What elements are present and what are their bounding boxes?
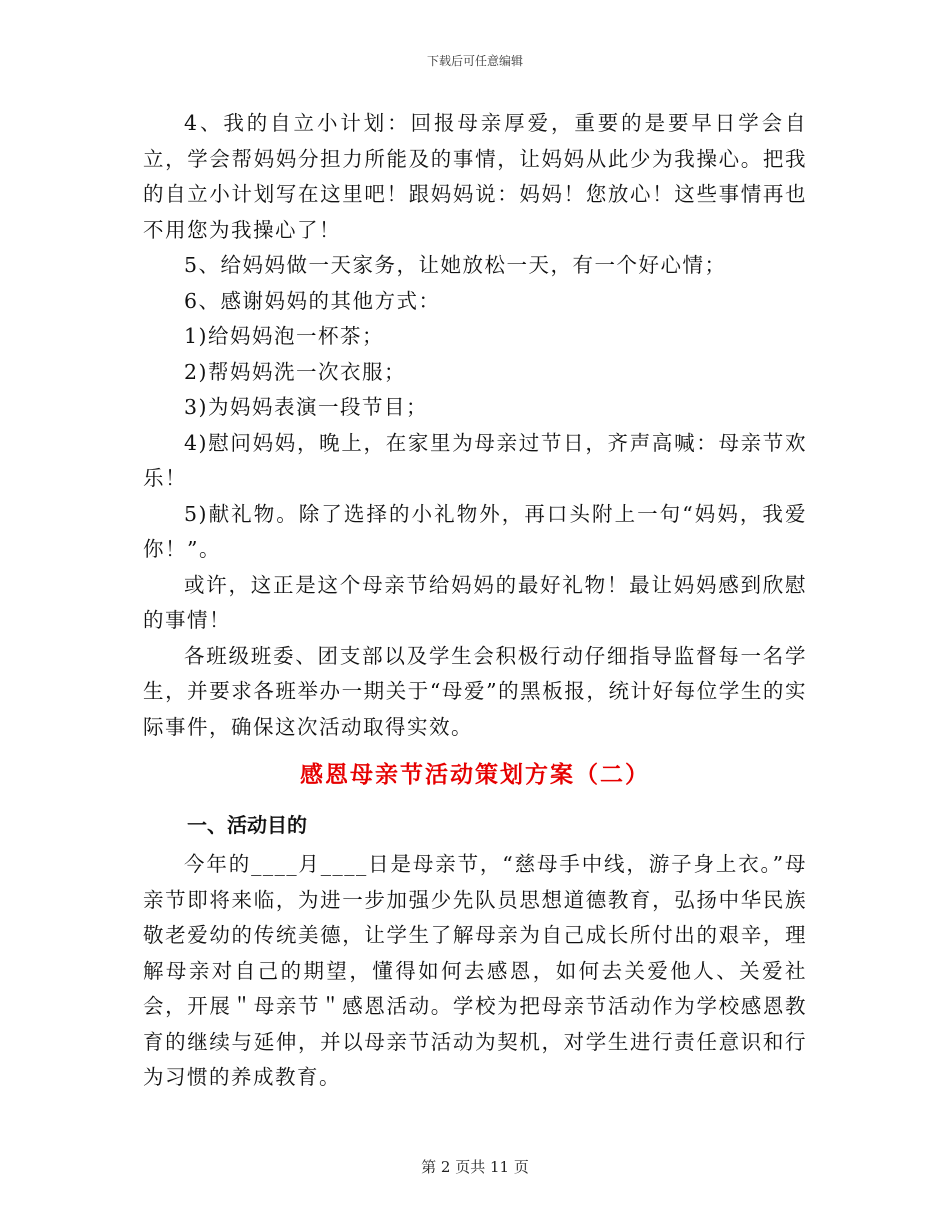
list-item-gift: 5)献礼物。除了选择的小礼物外，再口头附上一句“妈妈，我爱你！”。 — [143, 501, 807, 561]
paragraph-purpose: 今年的____月____日是母亲节，“慈母手中线，游子身上衣。”母亲节即将来临，为进一步加强少先队员思想道德教育，弘扬中华民族敬老爱幼的传统美德，让学生了解母亲为自己成长所付出的艰辛，理解母亲对自己的期望，懂得如何去感恩，如何去关爱他人、关爱社会，开展＂母亲节＂感恩活动。学校为把母亲节活动作为学校感恩教育的继续与延伸，并以母亲节活动为契机，对学生进行责任意识和行为习惯的养成教育。 — [143, 852, 807, 1089]
section-title: 感恩母亲节活动策划方案（二） — [300, 761, 650, 788]
list-item-tea: 1)给妈妈泡一杯茶； — [184, 324, 385, 348]
list-item-greeting: 4)慰问妈妈，晚上，在家里为母亲过节日，齐声高喊：母亲节欢乐！ — [143, 430, 807, 490]
paragraph-class-committees: 各班级班委、团支部以及学生会积极行动仔细指导监督每一名学生，并要求各班举办一期关于“母爱”的黑板报，统计好每位学生的实际事件，确保这次活动取得实效。 — [143, 643, 807, 739]
paragraph-other-ways: 6、感谢妈妈的其他方式： — [184, 288, 441, 313]
section-heading-purpose: 一、活动目的 — [187, 813, 307, 837]
paragraph-self-reliance-plan: 4、我的自立小计划：回报母亲厚爱，重要的是要早日学会自立，学会帮妈妈分担力所能及的事情，让妈妈从此少为我操心。把我的自立小计划写在这里吧！跟妈妈说：妈妈！您放心！这些事情再也不用您为我操心了！ — [143, 111, 807, 242]
paragraph-best-gift: 或许，这正是这个母亲节给妈妈的最好礼物！最让妈妈感到欣慰的事情！ — [143, 572, 807, 632]
page-footer: 第 2 页共 11 页 — [421, 1158, 529, 1176]
paragraph-housework: 5、给妈妈做一天家务，让她放松一天，有一个好心情； — [184, 253, 727, 277]
list-item-performance: 3)为妈妈表演一段节目； — [184, 395, 429, 419]
page-header: 下载后可任意编辑 — [426, 54, 523, 68]
document-body — [143, 106, 807, 1096]
list-item-laundry: 2)帮妈妈洗一次衣服； — [184, 359, 407, 384]
